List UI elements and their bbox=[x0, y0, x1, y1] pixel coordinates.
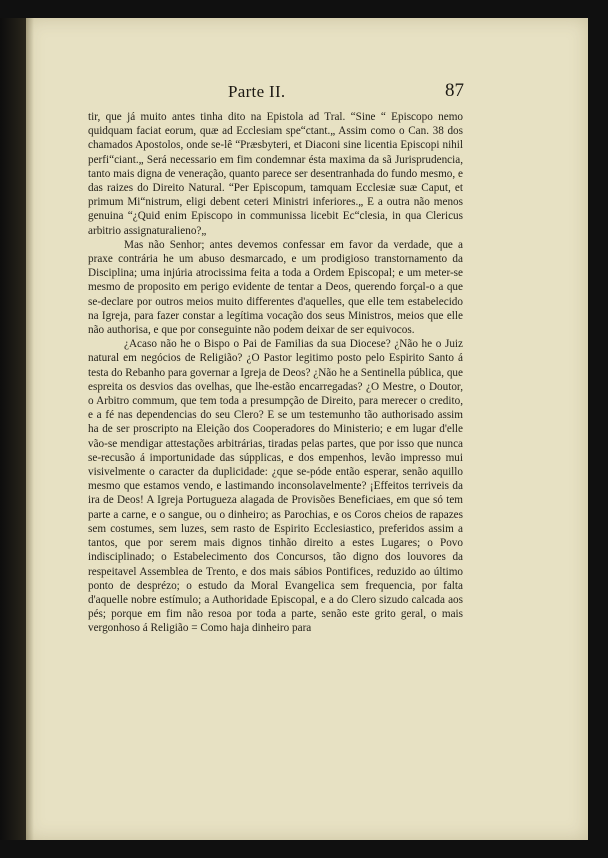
paragraph: Mas não Senhor; antes devemos confessar em favor da verdade, que a praxe contrária he um abuso desmarcado, e um prodigioso transtornamento da Disciplina; uma injúria atrocissima feita a toda a Ordem Episcopal; e um meter-se mesmo de proposito em perigo evidente de tentar a Deos, querendo forçal-o a que se-declare por outros meios muito differentes d'aquelles, que elle tem estabelecido na Igreja, para fazer constar a legítima vocação dos seus Ministros, meios que elle não authorisa, e que por conseguinte não podem deixar de ser equivocos. bbox=[88, 238, 463, 337]
page-spine-shadow bbox=[26, 18, 34, 840]
page-number: 87 bbox=[445, 80, 464, 101]
paragraph: tir, que já muito antes tinha dito na Epistola ad Tral. “Sine “ Episcopo nemo quidquam faciat eorum, quæ ad Ecclesiam spe“ctant.„ Assim como o Can. 38 dos chamados Apostolos, onde se-lê “Præsbyteri, et Diaconi sine licentia Episcopi nihil perfi“ciant.„ Será necessario em fim condemnar ésta maxima da sã Jurisprudencia, tanto mais digna de veneração, quanto parece ser desentranhada do fundo mesmo, e das raizes do Direito Natural. “Per Episcopum, tamquam Ecclesiæ suæ Caput, et primum Mi“nistrum, eligi debent ceteri Ministri inferiores.„ E a outra não menos genuina “¿Quid enim Episcopo in communissa licebit Ec“clesia, in qua Clericus arbitrio assignaturalieno?„ bbox=[88, 111, 463, 237]
body-text bbox=[88, 110, 463, 636]
book-gutter bbox=[0, 18, 26, 840]
running-title: Parte II. bbox=[228, 82, 286, 101]
paragraph: ¿Acaso não he o Bispo o Pai de Familias da sua Diocese? ¿Não he o Juiz natural em negócios de Religião? ¿O Pastor legitimo posto pelo Espirito Santo á testa do Rebanho para governar a Igreja de Deos? ¿Não he a Sentinella pública, que espreita os desvios das ovelhas, que lhe-estão encarregadas? ¿O Mestre, o Doutor, o Arbitro commum, que tem toda a presumpção de Direito, para merecer o credito, e a fé nas dependencias do seu Clero? E se um testemunho tão authorisado assim ha de ser proscripto na Eleição dos Cooperadores do Ministerio; e em lugar d'elle vão-se mendigar attestações arbitrárias, tiradas pelas partes, que por isso que nunca se-recusão á importunidade das súpplicas, e dos empenhos, levão impresso mui visivelmente o caracter da duplicidade: ¿que se-póde então esperar, senão aquillo mesmo que estamos vendo, e lastimando inconsolavelmente? ¡Effeitos terriveis da ira de Deos! A Igreja Portugueza alagada de Provisões Beneficiaes, em que só tem parte a carne, e o sangue, ou o dinheiro; as Parochias, e os Coros cheios de rapazes sem costumes, sem luzes, sem rasto de Espirito Ecclesiastico, preferidos assim a tantos, que por serem mais dignos tinhão direito a estes Lugares; o Povo indisciplinado; o Estabelecimento dos Concursos, tão digno dos louvores da respeitavel Assemblea de Trento, e dos mais sábios Pontifices, reduzido ao último ponto de desprézo; o estudo da Moral Evangelica sem frequencia, por falta d'aquelle nobre estímulo; a Authoridade Episcopal, e a do Clero sizudo calcada aos pés; porque em fim não resoa por toda a parte, senão este grito geral, o mais vergonhoso á Religião = Como haja dinheiro para bbox=[88, 338, 463, 635]
